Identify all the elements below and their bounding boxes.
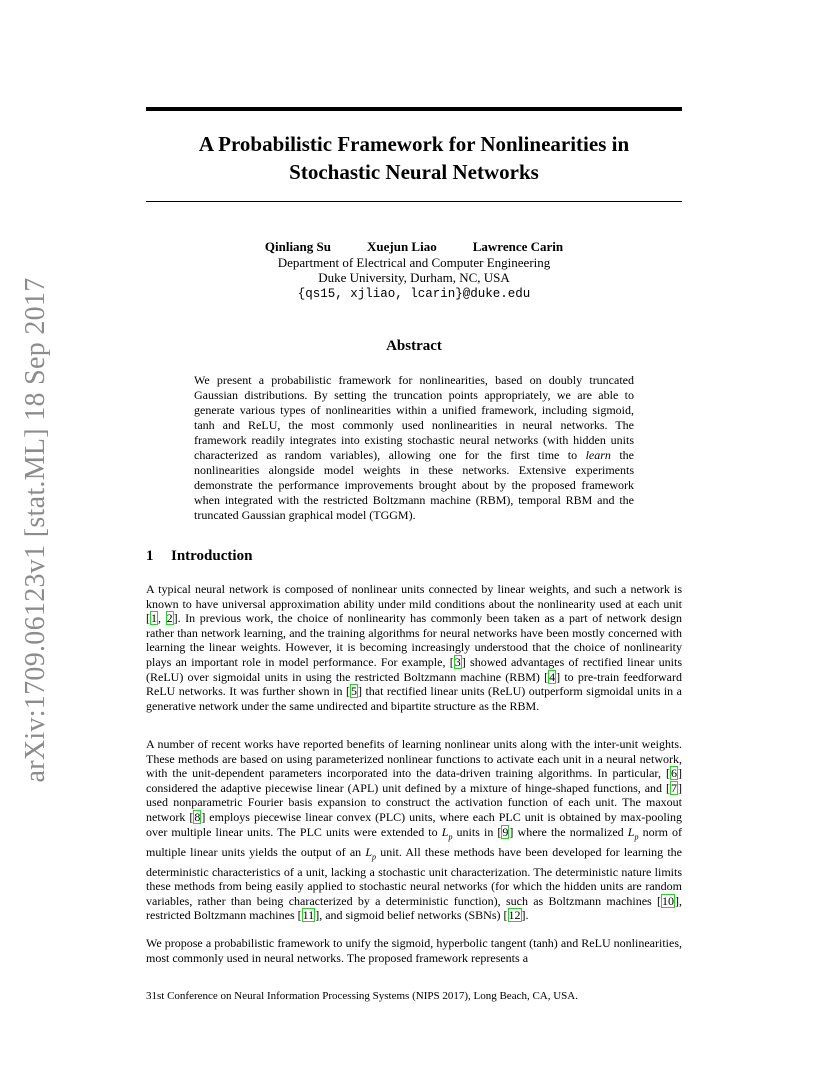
math-lp: $L_p$ bbox=[441, 824, 453, 841]
intro-paragraph-2: A number of recent works have reported benefits of learning nonlinear units along with the inter-unit weights. These methods are based on using parameterized nonlinear functions to activate each unit in a neural network, with the unit-dependent parameters incorporated into the data-driven training algorithms. In particular, [6] considered the adaptive piecewise linear (APL) unit defined by a mixture of hinge-shaped functions, and [7] used nonparametric Fourier basis expansion to construct the activation function of each unit. The maxout network [8] employs piecewise linear convex (PLC) units, where each PLC unit is obtained by max-pooling over multiple linear units. The PLC units were extended to $L_p$ units in [9] where the normalized $L_p$ norm of multiple linear units yields the output of an $L_p$ unit. All these methods have been developed for learning the deterministic characteristics of a unit, lacking a stochastic unit characterization. The deterministic nature limits these methods from being easily applied to stochastic neural networks (for which the hidden units are random variables, rather than being characterized by a deterministic function), such as Boltzmann machines [10], restricted Boltzmann machines [11], and sigmoid belief networks (SBNs) [12]. bbox=[146, 737, 683, 923]
author-name: Qinliang Su bbox=[264, 239, 331, 254]
author-list bbox=[146, 239, 682, 255]
affiliation-department: Department of Electrical and Computer Engineering bbox=[277, 255, 551, 270]
arxiv-identifier-stamp bbox=[16, 277, 56, 783]
citation-link[interactable]: 8 bbox=[194, 809, 201, 824]
citation-link[interactable]: 11 bbox=[302, 908, 315, 923]
paper-title bbox=[146, 130, 682, 186]
section-title: Introduction bbox=[171, 548, 253, 564]
title-bottom-rule bbox=[146, 201, 682, 202]
citation-link[interactable]: 4 bbox=[549, 669, 556, 684]
citation-link[interactable]: 10 bbox=[662, 893, 674, 908]
intro-paragraph-1: A typical neural network is composed of nonlinear units connected by linear weights, and such a network is known to have universal approximation ability under mild conditions about the nonlinearity used at each unit [1, 2]. In previous work, the choice of nonlinearity has commonly been taken as a part of network design rather than network learning, and the training algorithms for neural networks have been mostly concerned with learning the linear weights. However, it is becoming increasingly understood that the choice of nonlinearity plays an important role in model performance. For example, [3] showed advantages of rectified linear units (ReLU) over sigmoidal units in using the restricted Boltzmann machine (RBM) [4] to pre-train feedforward ReLU networks. It was further shown in [5] that rectified linear units (ReLU) outperform sigmoidal units in a generative network under the same undirected and bipartite structure as the RBM. bbox=[146, 582, 683, 713]
abstract-heading: Abstract bbox=[386, 338, 442, 354]
abstract-body: We present a probabilistic framework for nonlinearities, based on doubly truncated Gaussian distributions. By setting the truncation points appropriately, we are able to generate various types of nonlinearities within a unified framework, including sigmoid, tanh and ReLU, the most commonly used nonlinearities in neural networks. The framework readily integrates into existing stochastic neural networks (with hidden units characterized as random variables), allowing one for the first time to learn the nonlinearities alongside model weights in these networks. Extensive experiments demonstrate the performance improvements brought about by the proposed framework when integrated with the restricted Boltzmann machine (RBM), temporal RBM and the truncated Gaussian graphical model (TGGM). bbox=[194, 373, 634, 522]
arxiv-identifier-text: arXiv:1709.06123v1 [stat.ML] 18 Sep 2017 bbox=[20, 277, 51, 783]
citation-link[interactable]: 1 bbox=[151, 611, 157, 626]
author-name: Xuejun Liao bbox=[367, 239, 437, 254]
paper-title-line-1: A Probabilistic Framework for Nonlinearities in bbox=[198, 132, 630, 156]
author-name: Lawrence Carin bbox=[472, 239, 564, 254]
citation-link[interactable]: 5 bbox=[350, 684, 357, 699]
section-number: 1 bbox=[146, 548, 154, 564]
intro-paragraph-3: We propose a probabilistic framework to unify the sigmoid, hyperbolic tangent (tanh) and ReLU nonlinearities, most commonly used in neural networks. The proposed framework represents a bbox=[146, 936, 682, 965]
author-emails: {qs15, xjliao, lcarin}@duke.edu bbox=[297, 287, 531, 301]
citation-link[interactable]: 7 bbox=[671, 780, 677, 795]
citation-link[interactable]: 6 bbox=[671, 766, 677, 781]
section-heading-introduction bbox=[146, 548, 252, 565]
emphasis-learn: learn bbox=[585, 448, 611, 462]
citation-link[interactable]: 3 bbox=[454, 654, 461, 669]
title-top-rule bbox=[146, 107, 682, 111]
citation-link[interactable]: 9 bbox=[502, 824, 509, 839]
citation-link[interactable]: 12 bbox=[508, 908, 521, 923]
math-lp: $L_p$ bbox=[365, 844, 377, 861]
citation-link[interactable]: 2 bbox=[166, 611, 173, 626]
math-lp: $L_p$ bbox=[627, 824, 639, 841]
paper-title-line-2: Stochastic Neural Networks bbox=[289, 160, 539, 184]
conference-footer: 31st Conference on Neural Information Processing Systems (NIPS 2017), Long Beach, CA, USA. bbox=[146, 990, 578, 1002]
affiliation-university: Duke University, Durham, NC, USA bbox=[318, 270, 510, 285]
